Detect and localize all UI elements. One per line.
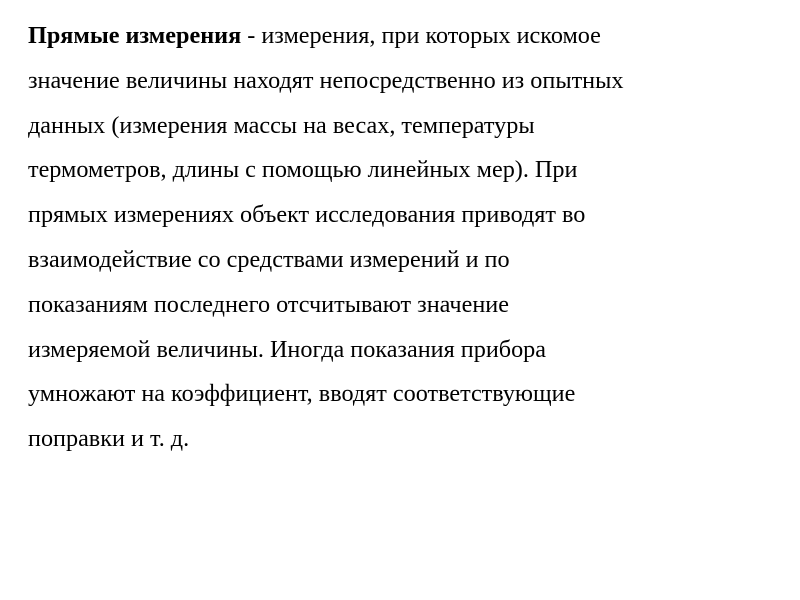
paragraph-line-3: данных (измерения массы на весах, температуры bbox=[28, 111, 535, 139]
paragraph-line-9: умножают на коэффициент, вводят соответствующие bbox=[28, 380, 576, 408]
line-text: - измерения, при которых искомое bbox=[241, 22, 601, 49]
defined-term: Прямые измерения bbox=[28, 22, 242, 49]
paragraph-line-5: прямых измерениях объект исследования приводят во bbox=[28, 201, 586, 229]
paragraph-line-2: значение величины находят непосредственно из опытных bbox=[28, 66, 624, 94]
paragraph-line-1 bbox=[28, 14, 788, 59]
paragraph-line-10: поправки и т. д. bbox=[28, 425, 190, 453]
paragraph-line-7: показаниям последнего отсчитывают значение bbox=[28, 290, 509, 318]
definition-paragraph bbox=[28, 14, 788, 462]
paragraph-line-8: измеряемой величины. Иногда показания прибора bbox=[28, 335, 546, 363]
paragraph-line-6: взаимодействие со средствами измерений и по bbox=[28, 245, 510, 273]
paragraph-line-4: термометров, длины с помощью линейных мер). При bbox=[28, 156, 578, 184]
